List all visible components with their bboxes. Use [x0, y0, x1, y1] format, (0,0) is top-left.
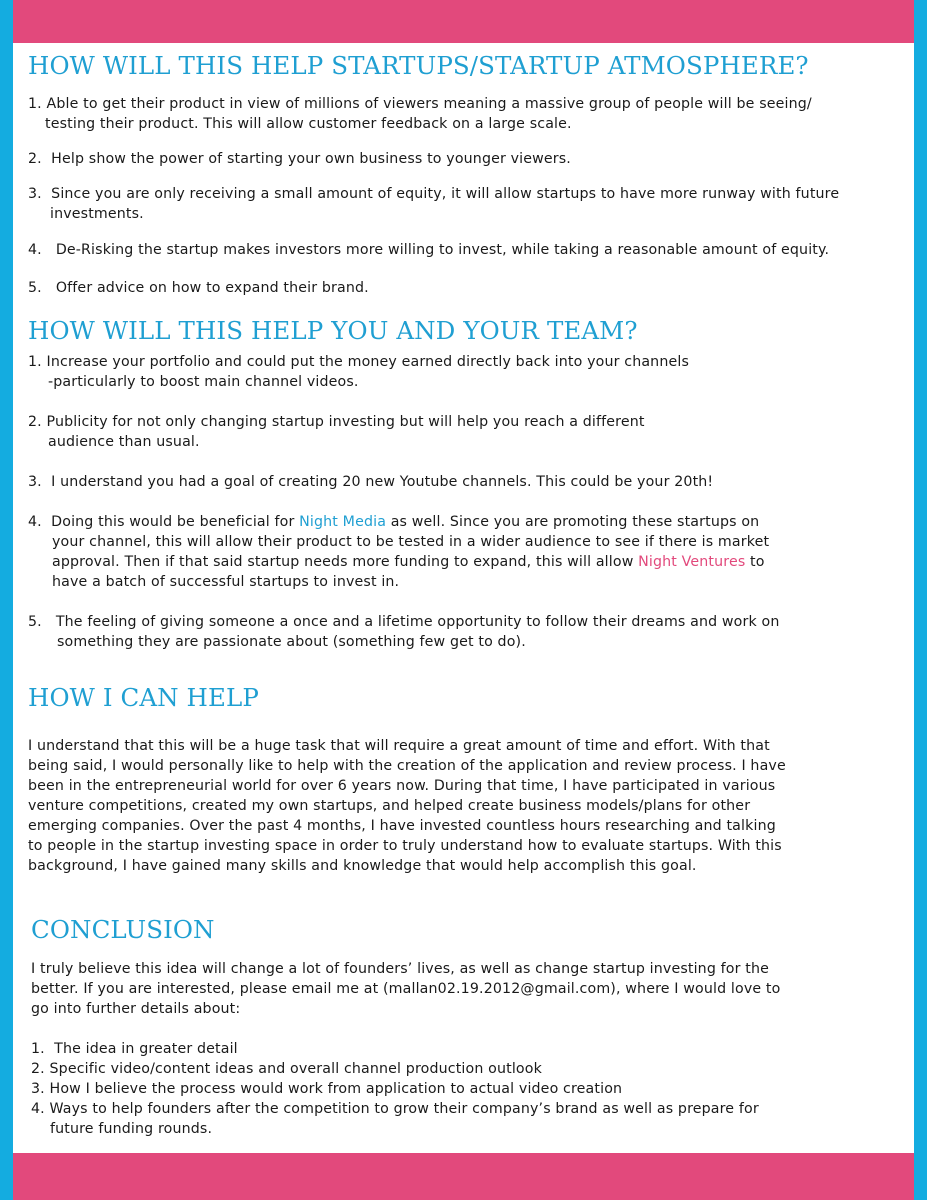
- list-item: 2. Specific video/content ideas and overall channel production outlook: [31, 1061, 542, 1077]
- left-blue-border: [0, 0, 13, 1200]
- list-item: 3. Since you are only receiving a small amount of equity, it will allow startups to have more runway with future investments.: [28, 186, 840, 222]
- bottom-pink-band: [13, 1153, 914, 1200]
- list-item: 1. Increase your portfolio and could put the money earned directly back into your channels -particularly to boost main channel videos.: [28, 354, 689, 390]
- list-item: 2. Publicity for not only changing startup investing but will help you reach a different audience than usual.: [28, 414, 645, 450]
- list-item: 3. How I believe the process would work from application to actual video creation: [31, 1081, 623, 1097]
- list-item: 4. Doing this would be beneficial for Night Media as well. Since you are promoting these startups on your channel, this will allow their product to be tested in a wider audience to see if there is market approval. Then if that said startup needs more funding to expand, this will allow Night Ventures to have a batch of successful startups to invest in.: [28, 514, 770, 590]
- night-ventures-link: Night Ventures: [638, 554, 746, 570]
- list-item: 5. The feeling of giving someone a once and a lifetime opportunity to follow their dreams and work on something they are passionate about (something few get to do).: [28, 614, 780, 650]
- section-title-startups: HOW WILL THIS HELP STARTUPS/STARTUP ATMOSPHERE?: [28, 51, 809, 80]
- section-title-how-i-can-help: HOW I CAN HELP: [28, 683, 259, 712]
- help-paragraph: I understand that this will be a huge task that will require a great amount of time and effort. With that being said, I would personally like to help with the creation of the application and review process. I have been in the entrepreneurial world for over 6 years now. During that time, I have participated in various venture competitions, created my own startups, and helped create business models/plans for other emerging companies. Over the past 4 months, I have invested countless hours researching and talking to people in the startup investing space in order to truly understand how to evaluate startups. With this background, I have gained many skills and knowledge that would help accomplish this goal.: [28, 738, 786, 874]
- right-blue-border: [914, 0, 927, 1200]
- section-title-team: HOW WILL THIS HELP YOU AND YOUR TEAM?: [28, 316, 638, 345]
- list-item: 4. Ways to help founders after the competition to grow their company’s brand as well as prepare for: [31, 1101, 759, 1117]
- conclusion-paragraph: I truly believe this idea will change a lot of founders’ lives, as well as change startup investing for the better. If you are interested, please email me at (mallan02.19.2012@gmail.com), where I would love to go into further details about:: [31, 961, 781, 1017]
- section-title-conclusion: CONCLUSION: [31, 915, 215, 944]
- night-media-link: Night Media: [299, 514, 387, 530]
- top-pink-band: [13, 0, 914, 43]
- list-item: 1. The idea in greater detail: [31, 1041, 238, 1057]
- list-item: 3. I understand you had a goal of creating 20 new Youtube channels. This could be your 20th!: [28, 474, 714, 490]
- list-item: 1. Able to get their product in view of millions of viewers meaning a massive group of people will be seeing/ testing their product. This will allow customer feedback on a large scale.: [28, 96, 812, 132]
- list-item: 4. De-Risking the startup makes investors more willing to invest, while taking a reasonable amount of equity.: [28, 242, 830, 258]
- list-item: 2. Help show the power of starting your own business to younger viewers.: [28, 151, 571, 167]
- conclusion-list: 1. The idea in greater detail 2. Specific video/content ideas and overall channel production outlook 3. How I believe the process would work from application to actual video creation 4. Ways to help founders after the competition to grow their company’s brand as well as prepare for future funding rounds.: [31, 1041, 759, 1137]
- list-item: 5. Offer advice on how to expand their brand.: [28, 280, 369, 296]
